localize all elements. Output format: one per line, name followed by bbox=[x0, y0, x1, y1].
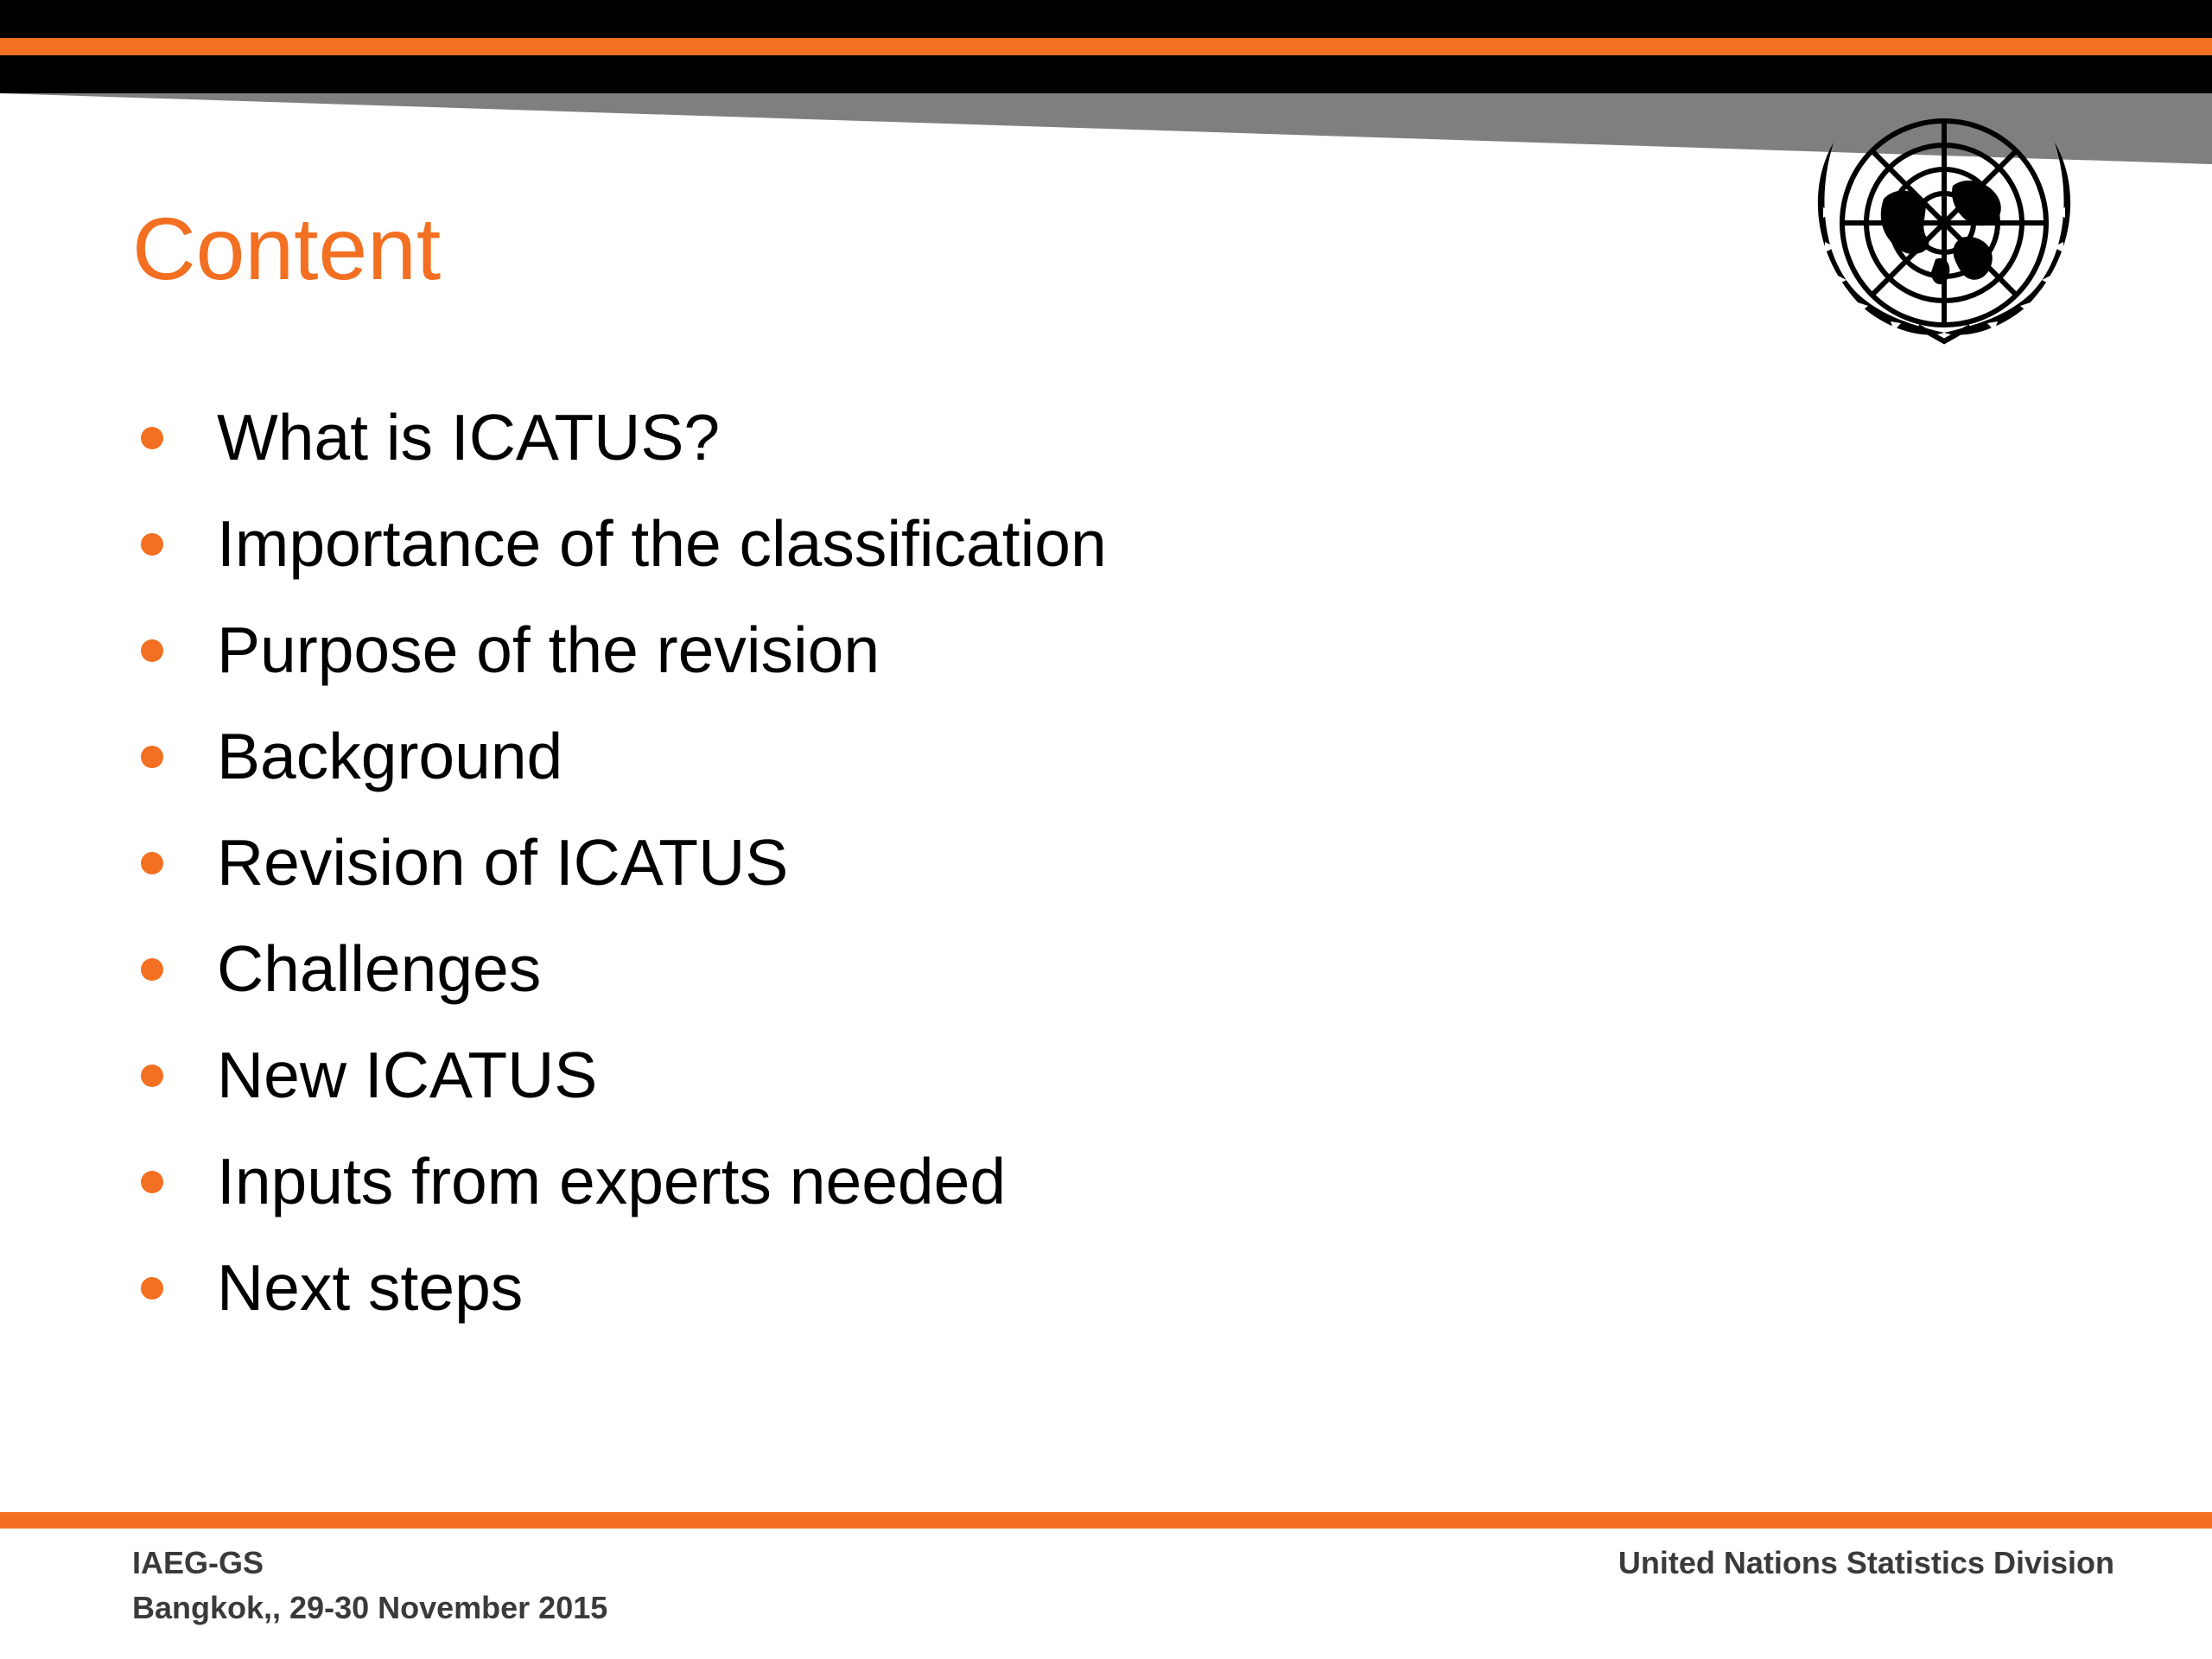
bullet-dot-icon bbox=[141, 533, 163, 556]
bullet-dot-icon bbox=[141, 852, 163, 874]
bullet-dot-icon bbox=[141, 1277, 163, 1300]
bullet-text: Background bbox=[217, 720, 563, 792]
bullet-text: Inputs from experts needed bbox=[217, 1145, 1007, 1217]
bullet-list bbox=[134, 385, 1689, 1341]
list-item bbox=[134, 703, 1689, 810]
bullet-text: What is ICATUS? bbox=[217, 401, 721, 474]
footer-rule bbox=[0, 1512, 2212, 1529]
bullet-dot-icon bbox=[141, 1065, 163, 1087]
bullet-text: Revision of ICATUS bbox=[217, 826, 789, 899]
bullet-dot-icon bbox=[141, 958, 163, 981]
footer-location-date: Bangkok,, 29-30 November 2015 bbox=[132, 1590, 608, 1625]
list-item bbox=[134, 1022, 1689, 1128]
footer-event-info bbox=[132, 1541, 607, 1630]
un-emblem-icon bbox=[1802, 108, 2087, 346]
list-item bbox=[134, 1128, 1689, 1235]
list-item bbox=[134, 597, 1689, 703]
footer-organization: United Nations Statistics Division bbox=[1618, 1545, 2114, 1580]
list-item bbox=[134, 385, 1689, 491]
bullet-dot-icon bbox=[141, 427, 163, 449]
list-item bbox=[134, 916, 1689, 1022]
bullet-dot-icon bbox=[141, 746, 163, 768]
slide-title: Content bbox=[132, 200, 442, 298]
list-item bbox=[134, 1235, 1689, 1341]
bullet-text: New ICATUS bbox=[217, 1039, 598, 1111]
list-item bbox=[134, 810, 1689, 916]
footer-event: IAEG-GS bbox=[132, 1545, 264, 1580]
bullet-dot-icon bbox=[141, 639, 163, 662]
bullet-dot-icon bbox=[141, 1171, 163, 1193]
bullet-text: Challenges bbox=[217, 932, 542, 1005]
bullet-text: Next steps bbox=[217, 1251, 524, 1324]
bullet-text: Importance of the classification bbox=[217, 507, 1107, 580]
bullet-text: Purpose of the revision bbox=[217, 613, 880, 686]
list-item bbox=[134, 491, 1689, 597]
